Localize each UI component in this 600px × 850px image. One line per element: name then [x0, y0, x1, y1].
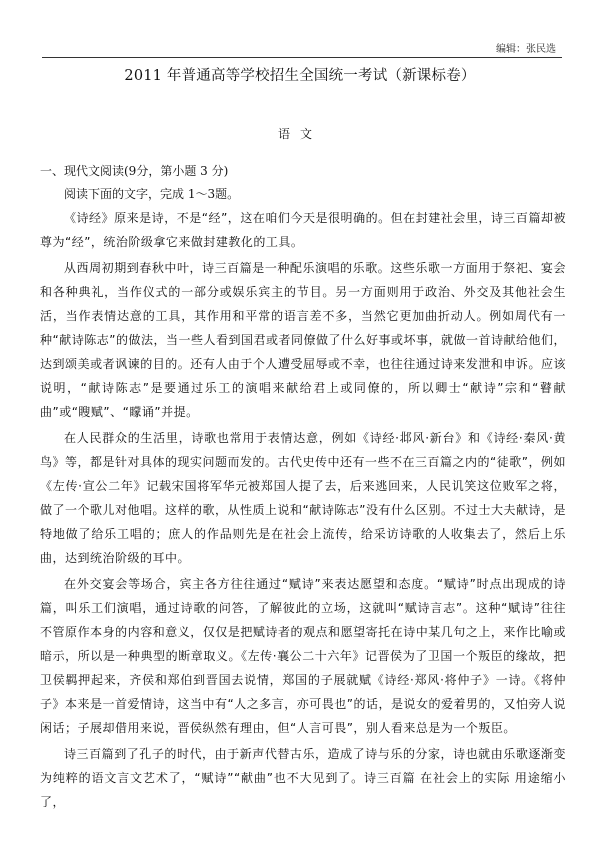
paragraph-5: 诗三百篇到了孔子的时代，由于新声代替古乐，造成了诗与乐的分家，诗也就由乐歌逐渐变为纯粹的语文言文艺术了，“赋诗”“献曲”也不大见到了。诗三百篇 在社会上的实际 用途缩小了，	[40, 747, 566, 809]
header-divider	[42, 57, 562, 58]
document-body	[40, 160, 566, 816]
paragraph-3: 在人民群众的生活里，诗歌也常用于表情达意，例如《诗经·邶风·新台》和《诗经·秦风·黄鸟》等，都是针对具体的现实问题而发的。古代史传中还有一些不在三百篇之内的“徒歌”，例如《左传·宣公二年》记载宋国将军华元被郑国人提了去，后来逃回来，人民讥笑这位败军之将，做了一个歌儿对他唱。这样的歌，从性质上说和“献诗陈志”没有什么区别。不过士大夫献诗，是特地做了给乐工唱的；庶人的作品则先是在社会上流传，给采访诗歌的人收集去了，然后上乐曲，达到统治阶级的耳中。	[40, 431, 566, 565]
exam-title: 2011 年普通高等学校招生全国统一考试（新课标卷）	[124, 68, 476, 84]
subject-title: 语文	[277, 127, 322, 141]
paragraph-4: 在外交宴会等场合，宾主各方往往通过“赋诗”来表达愿望和态度。“赋诗”时点出现成的诗篇，叫乐工们演唱，通过诗歌的问答，了解彼此的立场，这就叫“赋诗言志”。这种“赋诗”往往不管原作本身的内容和意义，仅仅是把赋诗者的观点和愿望寄托在诗中某几句之上，来作比喻或暗示，所以是一种典型的断章取义。《左传·襄公二十六年》记晋侯为了卫国一个叛臣的缘故，把卫侯羁押起来，齐侯和郑伯到晋国去说情，郑国的子展就赋《诗经·郑风·将仲子》一诗。《将仲子》本来是一首爱情诗，这当中有“人之多言，亦可畏也”的话，是说女的爱着男的，又怕旁人说闲话；子展却借用来说，晋侯纵然有理由，但“人言可畏”，别人看来总是为一个叛臣。	[40, 577, 566, 735]
paragraph-1: 《诗经》原来是诗，不是“经”，这在咱们今天是很明确的。但在封建社会里，诗三百篇却被尊为“经”，统治阶级拿它来做封建教化的工具。	[40, 211, 566, 249]
paragraph-2: 从西周初期到春秋中叶，诗三百篇是一种配乐演唱的乐歌。这些乐歌一方面用于祭祀、宴会和各种典礼，当作仪式的一部分或娱乐宾主的节目。另一方面则用于政治、外交及其他社会生活，当作表情达意的工具，其作用和平常的语言差不多，当然它更加曲折动人。例如周代有一种“献诗陈志”的做法，当一些人看到国君或者同僚做了什么好事或坏事，就做一首诗献给他们，达到颂美或者讽谏的目的。还有人由于个人遭受屈辱或不幸，也往往通过诗来发泄和申诉。应该说明，“献诗陈志”是要通过乐工的演唱来献给君上或同僚的，所以卿士“献诗”宗和“瞽献曲”或“瞍赋”、“矇诵”并提。	[40, 261, 566, 419]
editor-credit: 编辑：张民选	[496, 44, 556, 55]
reading-instruction: 阅读下面的文字，完成 1～3题。	[64, 187, 240, 201]
section-heading: 一、现代文阅读(9分，第小题 3 分)	[40, 164, 229, 178]
